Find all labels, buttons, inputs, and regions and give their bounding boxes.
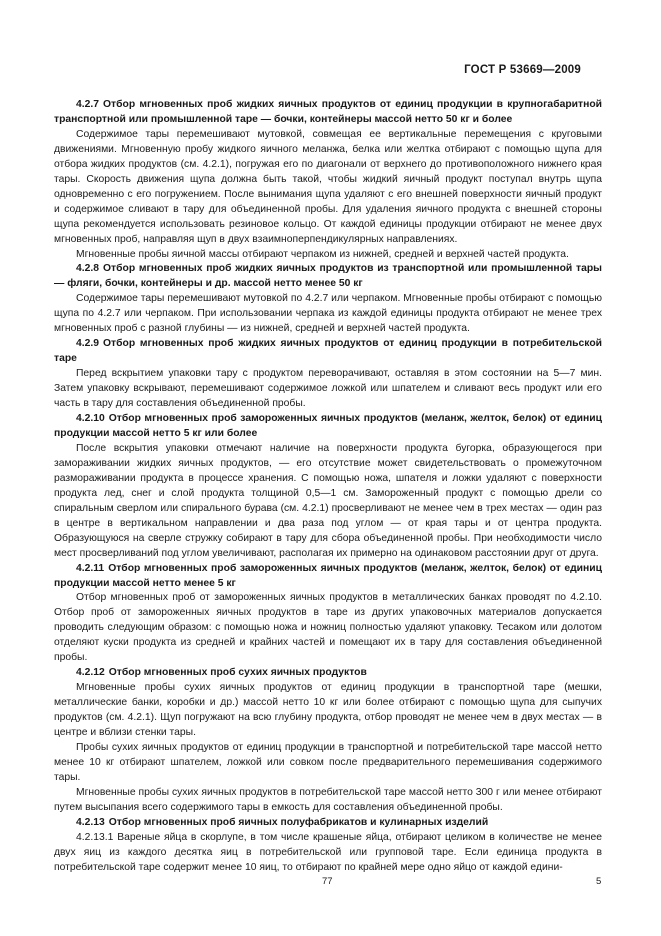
paragraph: 4.2.13.1 Вареные яйца в скорлупе, в том числе крашеные яйца, отбирают целиком в количестве не менее двух яиц из каждого десятка яиц в потребительской или групповой таре. Если единица продукта в потребительской таре содержит менее 10 яиц, то отбирают по крайней мере одно яйцо от каждой едини- <box>54 831 602 873</box>
section-title: Отбор мгновенных проб замороженных яичных продуктов (меланж, желток, белок) от единиц продукции массой нетто менее 5 кг <box>54 562 602 589</box>
section-title: Отбор мгновенных проб жидких яичных продуктов от единиц продукции в потребительской таре <box>54 338 602 365</box>
section-heading-4-2-11 <box>54 562 602 592</box>
section-title: Отбор мгновенных проб жидких яичных продуктов от единиц продукции в крупногабаритной транспортной или промышленной таре — бочки, контейнеры массой нетто 50 кг и более <box>54 99 602 125</box>
paragraph: Мгновенные пробы сухих яичных продуктов в потребительской таре массой нетто 300 г или менее отбирают путем высыпания всего содержимого тары в емкость для составления объединенной пробы. <box>54 786 602 813</box>
standard-header: ГОСТ Р 53669—2009 <box>464 64 581 76</box>
paragraph: Содержимое тары перемешивают мутовкой, совмещая ее вертикальные перемещения с круговыми движениями. Мгновенную пробу жидкого яичного меланжа, белка или желтка отбирают с помощью щупа для отбора жидких продуктов (см. 4.2.1), погружая его по диагонали от верхнего до противоположного нижнего края тары. Скорость движения щупа должна быть такой, чтобы жидкий яичный продукт поступал внутрь щупа одновременно с его погружением. После вынимания щупа удаляют с его внешней поверхности яичный продукт и содержимое сливают в тару для объединенной пробы. Для удаления яичного продукта с внешней стороны щупа рекомендуется использовать резиновое кольцо. От каждой единицы продукции отбирают не менее двух мгновенных проб, направляя щуп в двух взаимноперпендикулярных направлениях. <box>54 128 602 245</box>
paragraph: После вскрытия упаковки отмечают наличие на поверхности продукта бугорка, образующегося при замораживании жидких яичных продуктов, — его отсутствие может свидетельствовать о промежуточном размораживании продукта в процессе хранения. С помощью ножа, шпателя и ложки удаляют с поверхности продукта лед, снег и слой продукта толщиной 0,5—1 см. Замороженный продукт с помощью дрели со спиральным сверлом или спирального бурава (см. 4.2.1) просверливают не менее чем в трех местах — один раз в центре в вертикальном направлении и два раза под углом — от края тары и от центра продукта. Образующуюся на сверле стружку собирают в тару для сбора объединенной пробы. При необходимости число мест просверливаний под углом увеличивают, располагая их примерно на одинаковом расстоянии друг от друга. <box>54 442 602 559</box>
paragraph: Содержимое тары перемешивают мутовкой по 4.2.7 или черпаком. Мгновенные пробы отбирают с помощью щупа по 4.2.7 или черпаком. При использовании черпака из каждой единицы продукта отбирают не менее трех мгновенных проб с разной глубины — из нижней, средней и верхней частей продукта. <box>54 293 602 335</box>
page-number-center: 77 <box>322 876 333 887</box>
section-heading-4-2-13 <box>54 816 602 831</box>
document-body <box>54 98 602 876</box>
section-number: 4.2.10 <box>76 413 105 425</box>
section-number: 4.2.11 <box>76 562 105 574</box>
paragraph: Мгновенные пробы яичной массы отбирают черпаком из нижней, средней и верхней частей продукта. <box>76 248 569 260</box>
section-heading-4-2-10 <box>54 412 602 442</box>
page-number-right: 5 <box>596 876 602 887</box>
paragraph: Отбор мгновенных проб от замороженных яичных продуктов в металлических банках проводят по 4.2.10. Отбор проб от замороженных яичных продуктов в таре из других упаковочных материалов допускается проводить следующим образом: с помощью ножа и ножниц полностью удаляют упаковку. Тесаком или долотом отделяют куски продукта из средней и крайних частей и помещают их в тару для составления объединенной пробы. <box>54 592 602 664</box>
paragraph: Перед вскрытием упаковки тару с продуктом переворачивают, оставляя в этом состоянии на 5—7 мин. Затем упаковку вскрывают, перемешивают содержимое ложкой или шпателем и сливают весь продукт или его часть в тару для составления объединенной пробы. <box>54 368 602 410</box>
section-title: Отбор мгновенных проб замороженных яичных продуктов (меланж, желток, белок) от единиц продукции массой нетто 5 кг или более <box>54 413 602 439</box>
section-heading-4-2-8 <box>54 262 602 292</box>
section-title: Отбор мгновенных проб жидких яичных продуктов из транспортной или промышленной тары — фляги, бочки, контейнеры и др. массой нетто менее 50 кг <box>54 263 602 290</box>
section-heading-4-2-7 <box>54 98 602 128</box>
section-heading-4-2-12 <box>54 666 602 681</box>
paragraph: Мгновенные пробы сухих яичных продуктов от единиц продукции в транспортной таре (мешки, металлические банки, коробки и др.) массой нетто 10 кг или более отбирают с помощью щупа для сыпучих продуктов (см. 4.2.1). Щуп погружают на всю глубину продукта, отбор проводят не менее чем в двух местах — в центре и вблизи стенки тары. <box>54 682 602 739</box>
section-number: 4.2.8 <box>76 263 100 275</box>
section-number: 4.2.12 <box>76 667 105 679</box>
paragraph: Пробы сухих яичных продуктов от единиц продукции в транспортной и потребительской таре массой нетто менее 10 кг отбирают шпателем, ложкой или совком после предварительного перемешивания содержимого тары. <box>54 741 602 783</box>
section-number: 4.2.9 <box>76 338 100 350</box>
section-heading-4-2-9 <box>54 337 602 367</box>
section-title: Отбор мгновенных проб яичных полуфабрикатов и кулинарных изделий <box>108 816 489 828</box>
section-number: 4.2.7 <box>76 99 100 110</box>
section-number: 4.2.13 <box>76 816 105 828</box>
section-title: Отбор мгновенных проб сухих яичных продуктов <box>108 667 367 679</box>
